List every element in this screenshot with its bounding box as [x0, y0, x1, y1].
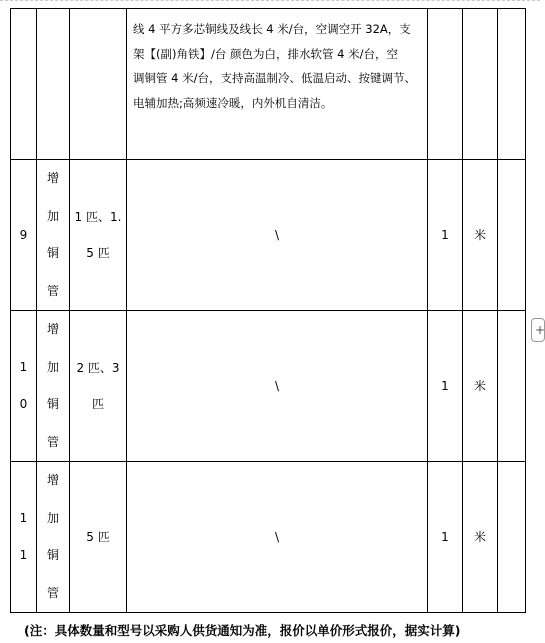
spec-description-cell	[127, 9, 428, 160]
spec-line: 线 4 平方多芯铜线及线长 4 米/台，空调空开 32A，支	[133, 22, 411, 36]
item-name-cell	[37, 311, 70, 462]
item-qty: 1	[441, 228, 449, 242]
item-name: 增加铜管	[46, 473, 59, 600]
item-desc-cell	[127, 160, 428, 311]
spec-line: 架【(副)角铁】/台 颜色为白，排水软管 4 米/台，空	[133, 46, 399, 61]
table-row	[11, 462, 526, 613]
cell-empty	[463, 9, 498, 160]
item-qty: 1	[441, 379, 449, 393]
item-unit-cell	[463, 462, 498, 613]
quotation-table	[10, 8, 526, 613]
item-name-cell	[37, 160, 70, 311]
item-qty-cell	[428, 311, 463, 462]
item-unit: 米	[473, 228, 486, 242]
item-unit: 米	[473, 530, 486, 544]
item-desc-cell	[127, 462, 428, 613]
cell-empty	[498, 160, 526, 311]
table-row	[11, 311, 526, 462]
cell-empty	[37, 9, 70, 160]
item-name: 增加铜管	[46, 171, 59, 298]
footnote: (注：具体数量和型号以采购人供货通知为准，报价以单价形式报价，据实计算)	[24, 623, 461, 638]
item-desc: \	[274, 228, 280, 242]
item-desc: \	[274, 530, 280, 544]
side-expand-tab[interactable]: +	[531, 318, 545, 342]
cell-empty	[70, 9, 127, 160]
spec-line: 电辅加热;高频速冷暖，内外机自清洁。	[133, 95, 333, 110]
row-number: 10	[19, 360, 28, 411]
row-number: 11	[19, 511, 28, 562]
item-desc: \	[274, 379, 280, 393]
item-spec: 5 匹	[86, 530, 110, 544]
item-spec: 1 匹、1.5 匹	[74, 210, 122, 260]
cell-empty	[498, 9, 526, 160]
item-qty-cell	[428, 160, 463, 311]
item-name: 增加铜管	[46, 322, 59, 449]
cell-empty	[11, 9, 37, 160]
cell-empty	[498, 311, 526, 462]
cell-empty	[428, 9, 463, 160]
spec-line: 调铜管 4 米/台，支持高温制冷、低温启动、按键调节、	[133, 71, 416, 85]
item-unit-cell	[463, 160, 498, 311]
item-unit: 米	[473, 379, 486, 393]
item-unit-cell	[463, 311, 498, 462]
item-qty-cell	[428, 462, 463, 613]
row-number: 9	[19, 227, 28, 242]
item-qty: 1	[441, 530, 449, 544]
item-desc-cell	[127, 311, 428, 462]
item-spec-cell	[70, 311, 127, 462]
item-spec: 2 匹、3 匹	[76, 361, 120, 411]
item-spec-cell	[70, 160, 127, 311]
table-row	[11, 160, 526, 311]
cell-empty	[498, 462, 526, 613]
item-name-cell	[37, 462, 70, 613]
row-number-cell	[11, 160, 37, 311]
table-row-continuation	[11, 9, 526, 160]
row-number-cell	[11, 311, 37, 462]
row-number-cell	[11, 462, 37, 613]
page-top-edge	[0, 0, 540, 5]
item-spec-cell	[70, 462, 127, 613]
